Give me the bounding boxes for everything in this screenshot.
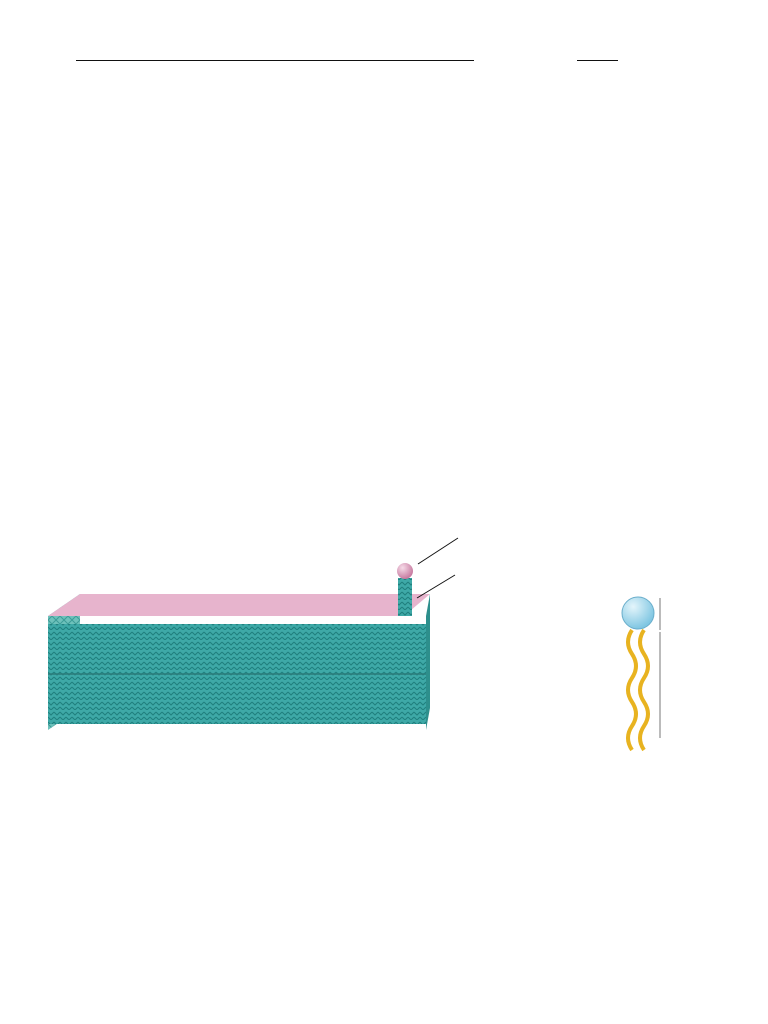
bilayer-top-surface bbox=[48, 594, 430, 616]
hour-field bbox=[573, 46, 618, 65]
hour-blank-line bbox=[577, 46, 618, 61]
name-field bbox=[72, 46, 474, 65]
section-heading bbox=[96, 148, 118, 162]
phospholipid-molecule-icon bbox=[397, 563, 413, 616]
pointer-line-head bbox=[418, 538, 458, 564]
name-blank-line bbox=[76, 46, 474, 61]
pointer-line-tail bbox=[417, 575, 455, 598]
phospholipid-detail-diagram bbox=[622, 597, 660, 750]
bilayer-right-face bbox=[426, 594, 430, 730]
bilayer-figure bbox=[0, 520, 768, 805]
